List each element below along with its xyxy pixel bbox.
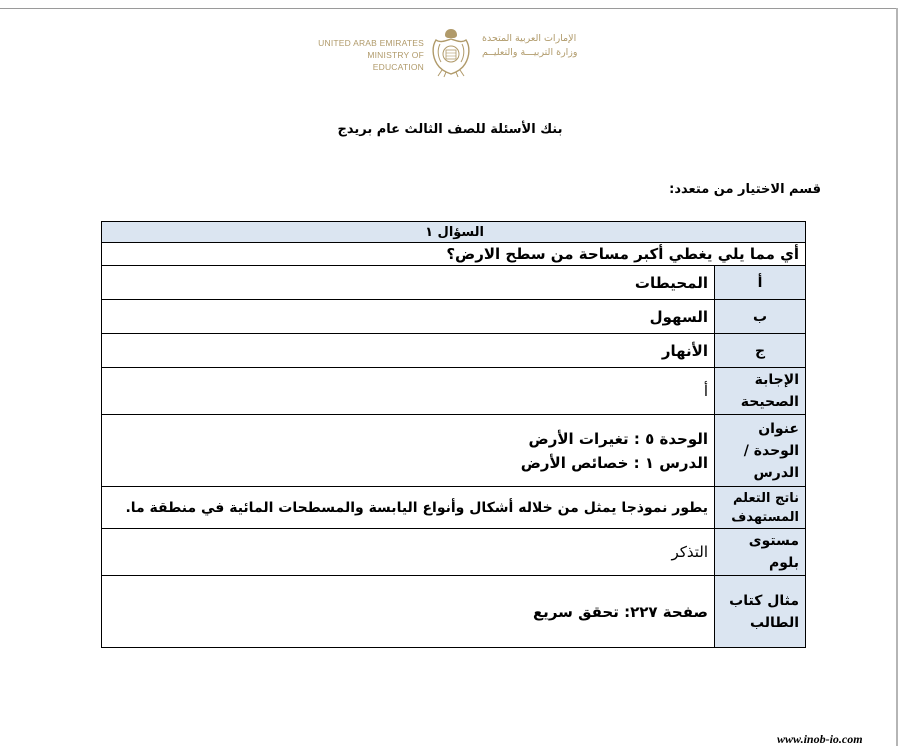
page-edge-right [896, 8, 898, 746]
option-text-b: السهول [102, 300, 715, 334]
unit-label: عنوان الوحدة / الدرس [715, 415, 806, 487]
outcome-row [102, 487, 806, 529]
letterhead-ar-country: الإمارات العربية المتحدة [482, 33, 577, 44]
letterhead-ar-ministry: وزارة التربيـــة والتعليــم [482, 47, 578, 58]
footer-url: www.inob-io.com [777, 732, 863, 746]
letterhead-arabic [482, 32, 587, 60]
document-title: بنك الأسئلة للصف الثالث عام بريدج [337, 122, 563, 137]
book-row [102, 576, 806, 648]
option-row-a [102, 266, 806, 300]
lesson-line: الدرس ١ : خصائص الأرض [520, 453, 708, 472]
outcome-label: ناتج التعلم المستهدف [715, 487, 806, 529]
letterhead-en-ministry: MINISTRY OF EDUCATION [367, 50, 424, 72]
option-row-b [102, 300, 806, 334]
unit-row [102, 415, 806, 487]
letterhead-en-country: UNITED ARAB EMIRATES [318, 38, 424, 48]
page-edge-top [0, 8, 897, 9]
question-table [101, 221, 806, 648]
bloom-row [102, 529, 806, 576]
book-label: مثال كتاب الطالب [715, 576, 806, 648]
option-label-c: ج [715, 334, 806, 368]
answer-label: الإجابة الصحيحة [715, 368, 806, 415]
bloom-value: التذكر [102, 529, 715, 576]
unit-value [102, 415, 715, 487]
question-header-row [102, 222, 806, 243]
answer-row [102, 368, 806, 415]
option-text-a: المحيطات [102, 266, 715, 300]
book-value: صفحة ٢٢٧: تحقق سريع [102, 576, 715, 648]
option-label-a: أ [715, 266, 806, 300]
letterhead [300, 26, 600, 78]
question-text-row [102, 243, 806, 266]
answer-value: أ [102, 368, 715, 415]
question-header-cell [102, 222, 806, 243]
section-label: قسم الاختيار من متعدد: [669, 182, 821, 197]
option-text-c: الأنهار [102, 334, 715, 368]
option-label-b: ب [715, 300, 806, 334]
option-row-c [102, 334, 806, 368]
uae-emblem-icon [428, 26, 474, 78]
unit-line: الوحدة ٥ : تغيرات الأرض [528, 429, 708, 448]
outcome-value: يطور نموذجا يمثل من خلاله أشكال وأنواع اليابسة والمسطحات المائية في منطقة ما. [102, 487, 715, 529]
letterhead-english [314, 37, 424, 73]
question-number: السؤال ١ [425, 224, 484, 240]
bloom-label: مستوى بلوم [715, 529, 806, 576]
question-text: أي مما يلي يغطي أكبر مساحة من سطح الارض؟ [102, 243, 806, 266]
